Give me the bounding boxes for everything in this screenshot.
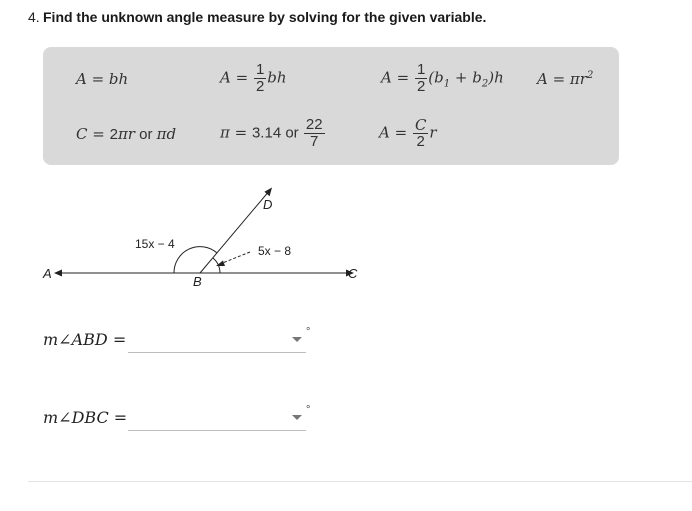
chevron-down-icon[interactable] xyxy=(292,415,302,420)
answer-dropdown-dbc[interactable] xyxy=(128,406,306,431)
answer-label-dbc: m∠DBC = xyxy=(43,408,128,427)
formula-trapezoid-area: A = $\frac{1}{2}$ $(b_1 + b_2)h$ xyxy=(381,61,504,95)
degree-symbol: ° xyxy=(306,326,311,338)
formula-circumference: C = 2πr or πd xyxy=(76,125,177,143)
formula-pi-value: π = 3.14 or $\frac{22}{7}$ xyxy=(220,116,323,150)
point-d-label: D xyxy=(263,197,273,212)
formula-circle-area: $A = \pi r^2$ xyxy=(537,70,594,88)
point-c-label: C xyxy=(348,266,358,281)
answer-dropdown-abd[interactable] xyxy=(128,328,306,353)
question-text: Find the unknown angle measure by solving for the given variable. xyxy=(43,9,487,25)
formula-triangle-area: A = $\frac{1}{2}$ bh xyxy=(220,61,287,95)
formula-circle-area-alt: A = $\frac{C}{2}$ r xyxy=(379,116,437,150)
divider xyxy=(28,481,692,482)
point-a-label: A xyxy=(43,266,52,281)
label-pointer xyxy=(220,252,250,264)
degree-symbol: ° xyxy=(306,404,311,416)
arrowhead-a xyxy=(54,270,62,277)
ray-bd xyxy=(200,190,273,273)
formula-reference-box xyxy=(43,47,619,165)
angle-abd-expression: 15x − 4 xyxy=(135,237,175,251)
formula-parallelogram-area: A = bh xyxy=(76,70,129,88)
angle-diagram xyxy=(30,180,370,300)
answer-label-abd: m∠ABD = xyxy=(43,330,127,349)
angle-dbc-expression: 5x − 8 xyxy=(258,244,292,258)
question-number: 4. xyxy=(28,9,40,25)
point-b-label: B xyxy=(193,274,202,289)
chevron-down-icon[interactable] xyxy=(292,337,302,342)
